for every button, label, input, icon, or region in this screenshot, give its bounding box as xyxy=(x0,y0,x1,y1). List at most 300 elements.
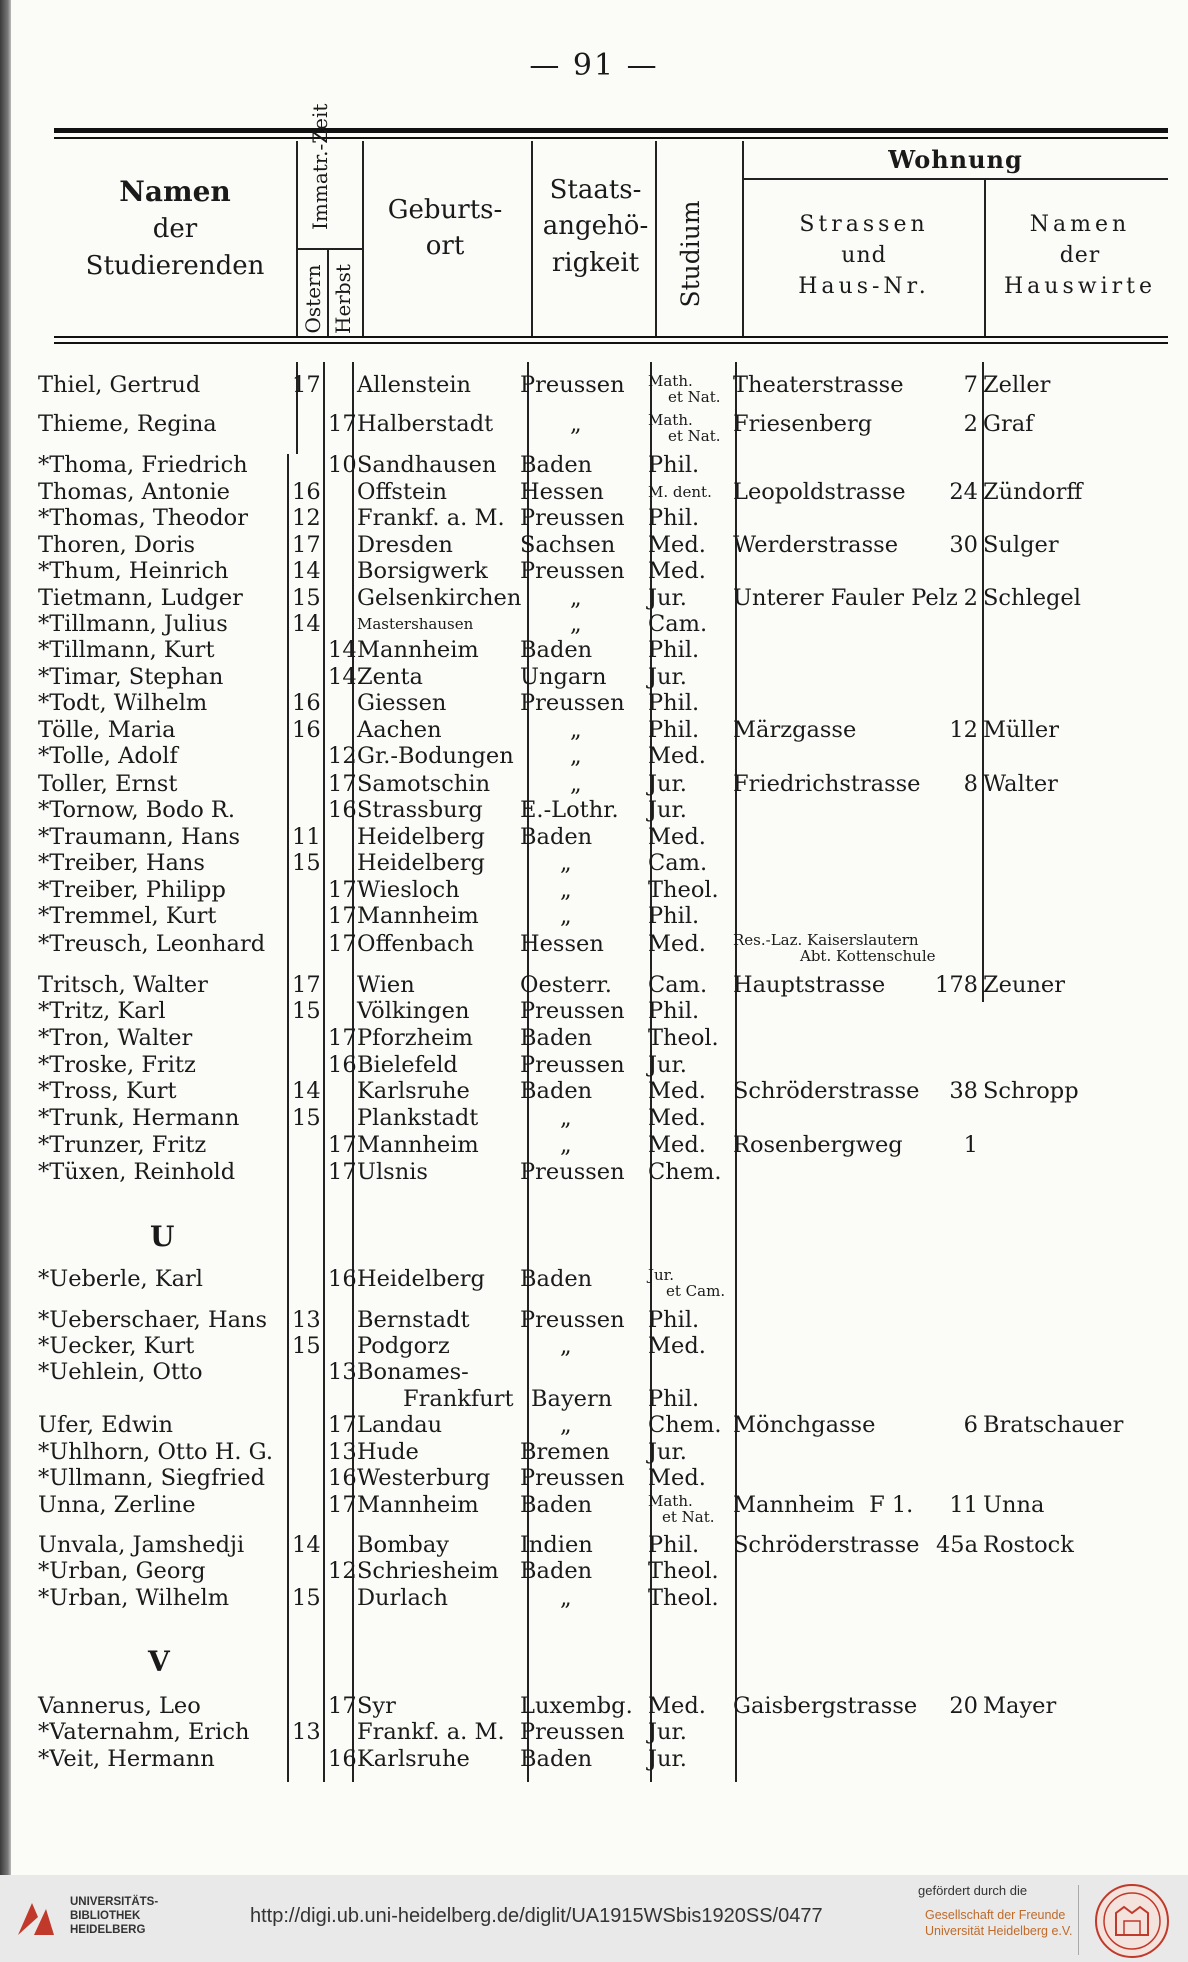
study-field: Jur. xyxy=(648,585,687,611)
herbst-value: 17 xyxy=(328,1412,357,1438)
student-name: *Tross, Kurt xyxy=(38,1078,177,1104)
birthplace: Bernstadt xyxy=(357,1307,470,1333)
student-name: Thomas, Antonie xyxy=(38,479,230,505)
birthplace: Frankf. a. M. xyxy=(357,505,505,531)
student-name: *Uhlhorn, Otto H. G. xyxy=(38,1439,273,1465)
birthplace: Samotschin xyxy=(357,771,491,797)
birthplace: Hude xyxy=(357,1439,419,1465)
student-name: Tritsch, Walter xyxy=(38,972,208,998)
student-name: *Vaternahm, Erich xyxy=(38,1719,250,1745)
table-row xyxy=(0,611,1188,637)
table-row xyxy=(0,972,1188,998)
study-field: Phil. xyxy=(648,717,700,743)
nationality: Baden xyxy=(520,1746,593,1772)
top-rule-thin xyxy=(54,137,1168,139)
header-wirte-line1: Namen xyxy=(1029,212,1131,237)
nationality: Baden xyxy=(520,1078,593,1104)
herbst-value: 17 xyxy=(328,411,357,437)
nationality: Preussen xyxy=(520,1307,625,1333)
street: Unterer Fauler Pelz xyxy=(733,585,958,611)
street: Schröderstrasse xyxy=(733,1532,920,1558)
landlord: Zündorff xyxy=(983,479,1083,505)
ostern-value: 14 xyxy=(292,611,321,637)
library-name xyxy=(70,1895,158,1937)
landlord: Schropp xyxy=(983,1078,1079,1104)
herbst-value: 17 xyxy=(328,1492,357,1518)
header-strassen xyxy=(744,210,984,302)
header-rule xyxy=(54,336,1168,338)
house-number: 30 xyxy=(949,532,978,558)
nationality: Preussen xyxy=(520,1465,625,1491)
ostern-value: 14 xyxy=(292,1532,321,1558)
nationality: „ xyxy=(560,1585,572,1611)
student-name: *Tüxen, Reinhold xyxy=(38,1159,236,1185)
birthplace: Dresden xyxy=(357,532,453,558)
table-row xyxy=(0,1465,1188,1491)
table-row xyxy=(0,1412,1188,1438)
ostern-value: 16 xyxy=(292,479,321,505)
birthplace: Offenbach xyxy=(357,931,475,957)
nationality: Baden xyxy=(520,1558,593,1584)
header-herbst: Herbst xyxy=(331,264,355,334)
herbst-value: 16 xyxy=(328,1266,357,1292)
birthplace: Gelsenkirchen xyxy=(357,585,522,611)
ostern-value: 12 xyxy=(292,505,321,531)
library-name-line3: HEIDELBERG xyxy=(70,1924,146,1936)
landlord: Mayer xyxy=(983,1693,1057,1719)
nationality: Preussen xyxy=(520,558,625,584)
house-number: 38 xyxy=(949,1078,978,1104)
nationality: Preussen xyxy=(520,1159,625,1185)
table-row xyxy=(0,717,1188,743)
ostern-value: 15 xyxy=(292,585,321,611)
table-row xyxy=(0,1052,1188,1078)
birthplace: Landau xyxy=(357,1412,443,1438)
ostern-value: 15 xyxy=(292,1333,321,1359)
ostern-value: 13 xyxy=(292,1307,321,1333)
birthplace: Giessen xyxy=(357,690,447,716)
section-letter-v: V xyxy=(148,1645,170,1678)
student-name: *Tremmel, Kurt xyxy=(38,903,217,929)
student-name: Thieme, Regina xyxy=(38,411,217,437)
header-staat xyxy=(533,172,658,281)
nationality: Preussen xyxy=(520,505,625,531)
birthplace: Offstein xyxy=(357,479,448,505)
herbst-value: 17 xyxy=(328,771,357,797)
street: Res.-Laz. Kaiserslautern xyxy=(733,931,919,949)
student-name: *Trunk, Hermann xyxy=(38,1105,240,1131)
header-namen-line3: Studierenden xyxy=(85,250,265,281)
study-field: Med. xyxy=(648,743,706,769)
birthplace: Ulsnis xyxy=(357,1159,428,1185)
student-name: Ufer, Edwin xyxy=(38,1412,173,1438)
study-field: Theol. xyxy=(648,1558,719,1584)
ostern-value: 15 xyxy=(292,850,321,876)
ostern-value: 15 xyxy=(292,1105,321,1131)
landlord: Müller xyxy=(983,717,1059,743)
top-rule-thick xyxy=(54,128,1168,133)
birthplace: Frankf. a. M. xyxy=(357,1719,505,1745)
student-name: Vannerus, Leo xyxy=(38,1693,201,1719)
student-name: *Thum, Heinrich xyxy=(38,558,229,584)
study-field: Med. xyxy=(648,1465,706,1491)
nationality: Baden xyxy=(520,637,593,663)
society-name-line1: Gesellschaft der Freunde xyxy=(925,1908,1066,1922)
birthplace: Strassburg xyxy=(357,797,483,823)
student-name: *Traumann, Hans xyxy=(38,824,241,850)
birthplace: Frankfurt xyxy=(403,1386,514,1412)
nationality: Baden xyxy=(520,1266,593,1292)
birthplace: Plankstadt xyxy=(357,1105,479,1131)
nationality: „ xyxy=(570,411,582,437)
nationality: „ xyxy=(560,877,572,903)
herbst-value: 16 xyxy=(328,1465,357,1491)
table-row xyxy=(0,479,1188,505)
landlord: Unna xyxy=(983,1492,1045,1518)
house-number: 11 xyxy=(949,1492,978,1518)
birthplace: Heidelberg xyxy=(357,850,485,876)
study-field: Phil. xyxy=(648,1386,700,1412)
table-row xyxy=(0,1439,1188,1465)
birthplace: Bielefeld xyxy=(357,1052,458,1078)
table-row xyxy=(0,743,1188,769)
herbst-value: 16 xyxy=(328,797,357,823)
birthplace: Wiesloch xyxy=(357,877,460,903)
student-name: *Timar, Stephan xyxy=(38,664,224,690)
nationality: Preussen xyxy=(520,372,625,398)
birthplace: Aachen xyxy=(357,717,442,743)
nationality: Bayern xyxy=(531,1386,613,1412)
nationality: „ xyxy=(560,1132,572,1158)
table-row xyxy=(0,637,1188,663)
student-name: *Treusch, Leonhard xyxy=(38,931,266,957)
student-name: *Treiber, Hans xyxy=(38,850,205,876)
ostern-value: 16 xyxy=(292,690,321,716)
header-studium: Studium xyxy=(676,200,705,308)
herbst-value: 16 xyxy=(328,1746,357,1772)
study-field-2: et Cam. xyxy=(666,1282,726,1300)
study-field: Med. xyxy=(648,824,706,850)
nationality: Sachsen xyxy=(520,532,616,558)
table-row xyxy=(0,1266,1188,1300)
table-row xyxy=(0,1532,1188,1558)
herbst-value: 16 xyxy=(328,1052,357,1078)
street: Märzgasse xyxy=(733,717,857,743)
library-logo-icon xyxy=(12,1895,60,1943)
header-divider xyxy=(296,141,298,336)
ostern-value: 17 xyxy=(292,372,321,398)
study-field: Jur. xyxy=(648,1746,687,1772)
study-field: Theol. xyxy=(648,1025,719,1051)
study-field: Cam. xyxy=(648,611,708,637)
table-row xyxy=(0,1693,1188,1719)
house-number: 6 xyxy=(963,1412,978,1438)
student-name: *Tornow, Bodo R. xyxy=(38,797,236,823)
header-strassen-line1: Strassen xyxy=(799,212,929,237)
library-name-line1: UNIVERSITÄTS- xyxy=(70,1896,159,1908)
student-name: *Trunzer, Fritz xyxy=(38,1132,207,1158)
landlord: Zeuner xyxy=(983,972,1066,998)
student-name: *Ueberle, Karl xyxy=(38,1266,203,1292)
street: Gaisbergstrasse xyxy=(733,1693,918,1719)
study-field: Cam. xyxy=(648,850,708,876)
table-row xyxy=(0,1025,1188,1051)
student-name: *Tolle, Adolf xyxy=(38,743,178,769)
birthplace: Heidelberg xyxy=(357,824,485,850)
study-field: Math. xyxy=(648,372,693,390)
study-field: Phil. xyxy=(648,903,700,929)
study-field: Med. xyxy=(648,931,706,957)
header-wirte-line3: Hauswirte xyxy=(1003,273,1156,299)
nationality: „ xyxy=(570,717,582,743)
street: Friedrichstrasse xyxy=(733,771,921,797)
table-row xyxy=(0,664,1188,690)
student-name: *Tritz, Karl xyxy=(38,998,166,1024)
herbst-value: 17 xyxy=(328,1132,357,1158)
section-letter-u: U xyxy=(150,1220,175,1253)
study-field: Med. xyxy=(648,558,706,584)
table-row xyxy=(0,505,1188,531)
study-field: Jur. xyxy=(648,1719,687,1745)
study-field: Jur. xyxy=(648,1052,687,1078)
herbst-value: 17 xyxy=(328,931,357,957)
ostern-value: 15 xyxy=(292,1585,321,1611)
nationality: Oesterr. xyxy=(520,972,612,998)
header-staat-line1: Staats- xyxy=(549,175,642,205)
student-name: Toller, Ernst xyxy=(38,771,178,797)
header-divider xyxy=(327,248,329,336)
table-row xyxy=(0,1746,1188,1772)
study-field: Jur. xyxy=(648,664,687,690)
nationality: „ xyxy=(560,1333,572,1359)
header-rule xyxy=(54,342,1168,344)
study-field: Jur. xyxy=(648,1266,674,1284)
birthplace: Mannheim xyxy=(357,1492,479,1518)
student-name: Tietmann, Ludger xyxy=(38,585,243,611)
table-row xyxy=(0,1585,1188,1611)
nationality: „ xyxy=(570,743,582,769)
landlord: Sulger xyxy=(983,532,1059,558)
nationality: Preussen xyxy=(520,1719,625,1745)
header-wohnung: Wohnung xyxy=(888,145,1023,174)
study-field-2: et Nat. xyxy=(668,388,721,406)
nationality: Baden xyxy=(520,824,593,850)
study-field: Phil. xyxy=(648,998,700,1024)
header-staat-line2: angehö- xyxy=(542,211,649,242)
street: Hauptstrasse xyxy=(733,972,886,998)
footer-divider xyxy=(1078,1885,1079,1955)
landlord: Graf xyxy=(983,411,1034,437)
table-row xyxy=(0,1132,1188,1158)
table-row xyxy=(0,1492,1188,1526)
header-strassen-line2: und xyxy=(841,242,887,268)
header-strassen-line3: Haus-Nr. xyxy=(798,273,930,299)
table-row xyxy=(0,824,1188,850)
study-field-2: et Nat. xyxy=(668,427,721,445)
table-row xyxy=(0,1386,1188,1412)
birthplace: Borsigwerk xyxy=(357,558,488,584)
student-name: *Thoma, Friedrich xyxy=(38,452,248,478)
herbst-value: 17 xyxy=(328,903,357,929)
nationality: „ xyxy=(570,771,582,797)
nationality: Baden xyxy=(520,1492,593,1518)
header-divider xyxy=(742,178,1168,180)
birthplace: Pforzheim xyxy=(357,1025,473,1051)
study-field: Phil. xyxy=(648,637,700,663)
table-row xyxy=(0,850,1188,876)
house-number: 7 xyxy=(963,372,978,398)
student-name: *Uehlein, Otto xyxy=(38,1359,203,1385)
house-number: 45a xyxy=(935,1532,978,1558)
herbst-value: 17 xyxy=(328,1159,357,1185)
student-name: *Todt, Wilhelm xyxy=(38,690,208,716)
student-name: *Ullmann, Siegfried xyxy=(38,1465,265,1491)
table-row xyxy=(0,532,1188,558)
student-name: Thiel, Gertrud xyxy=(38,372,201,398)
digital-url[interactable]: http://digi.ub.uni-heidelberg.de/diglit/UA1915WSbis1920SS/0477 xyxy=(250,1905,823,1927)
table-row xyxy=(0,1719,1188,1745)
nationality: Baden xyxy=(520,452,593,478)
table-row xyxy=(0,797,1188,823)
nationality: „ xyxy=(560,850,572,876)
landlord: Zeller xyxy=(983,372,1051,398)
study-field: Phil. xyxy=(648,1307,700,1333)
study-field: Med. xyxy=(648,1693,706,1719)
nationality: „ xyxy=(570,585,582,611)
student-name: *Tillmann, Kurt xyxy=(38,637,215,663)
header-divider xyxy=(296,248,362,250)
house-number: 1 xyxy=(963,1132,978,1158)
street: Mönchgasse xyxy=(733,1412,876,1438)
study-field: Math. xyxy=(648,1492,693,1510)
society-name-line2: Universität Heidelberg e.V. xyxy=(925,1924,1073,1938)
ostern-value: 17 xyxy=(292,532,321,558)
herbst-value: 12 xyxy=(328,743,357,769)
street: Theaterstrasse xyxy=(733,372,904,398)
student-name: Unna, Zerline xyxy=(38,1492,196,1518)
nationality: Luxembg. xyxy=(520,1693,633,1719)
birthplace: Podgorz xyxy=(357,1333,450,1359)
header-geburtsort-line1: Geburts- xyxy=(387,195,503,225)
nationality: Preussen xyxy=(520,998,625,1024)
table-row xyxy=(0,903,1188,929)
herbst-value: 12 xyxy=(328,1558,357,1584)
nationality: „ xyxy=(570,611,582,637)
student-name: Tölle, Maria xyxy=(38,717,176,743)
house-number: 2 xyxy=(963,585,978,611)
birthplace: Mannheim xyxy=(357,637,479,663)
header-ostern: Ostern xyxy=(301,264,325,334)
student-name: *Ueberschaer, Hans xyxy=(38,1307,268,1333)
birthplace: Karlsruhe xyxy=(357,1078,470,1104)
header-divider xyxy=(742,141,744,336)
student-name: Thoren, Doris xyxy=(38,532,195,558)
nationality: E.-Lothr. xyxy=(520,797,619,823)
nationality: „ xyxy=(560,1105,572,1131)
street: Werderstrasse xyxy=(733,532,899,558)
herbst-value: 14 xyxy=(328,664,357,690)
landlord: Walter xyxy=(983,771,1058,797)
birthplace: Bombay xyxy=(357,1532,449,1558)
study-field: Phil. xyxy=(648,505,700,531)
table-row xyxy=(0,452,1188,478)
library-name-line2: BIBLIOTHEK xyxy=(70,1910,141,1922)
study-field: Med. xyxy=(648,1078,706,1104)
nationality: Hessen xyxy=(520,931,604,957)
student-name: *Troske, Fritz xyxy=(38,1052,196,1078)
birthplace: Karlsruhe xyxy=(357,1746,470,1772)
nationality: Ungarn xyxy=(520,664,607,690)
study-field: M. dent. xyxy=(648,483,712,501)
house-number: 20 xyxy=(949,1693,978,1719)
study-field: Chem. xyxy=(648,1412,722,1438)
birthplace: Wien xyxy=(357,972,415,998)
ostern-value: 13 xyxy=(292,1719,321,1745)
birthplace: Allenstein xyxy=(357,372,472,398)
nationality: „ xyxy=(560,1412,572,1438)
header-wirte-line2: der xyxy=(1059,242,1101,268)
header-geburtsort-line2: ort xyxy=(425,231,465,262)
birthplace: Bonames- xyxy=(357,1359,469,1385)
nationality: Hessen xyxy=(520,479,604,505)
study-field: Med. xyxy=(648,1333,706,1359)
birthplace: Mannheim xyxy=(357,1132,479,1158)
street: Schröderstrasse xyxy=(733,1078,920,1104)
birthplace: Mastershausen xyxy=(357,615,474,633)
student-name: *Uecker, Kurt xyxy=(38,1333,195,1359)
table-row xyxy=(0,558,1188,584)
landlord: Rostock xyxy=(983,1532,1074,1558)
nationality: „ xyxy=(560,903,572,929)
header-divider xyxy=(531,141,533,336)
table-row xyxy=(0,1558,1188,1584)
page-number: — 91 — xyxy=(529,48,659,83)
birthplace: Durlach xyxy=(357,1585,448,1611)
table-row xyxy=(0,877,1188,903)
herbst-value: 10 xyxy=(328,452,357,478)
study-field: Jur. xyxy=(648,797,687,823)
landlord: Bratschauer xyxy=(983,1412,1124,1438)
birthplace: Westerburg xyxy=(357,1465,491,1491)
student-name: Unvala, Jamshedji xyxy=(38,1532,245,1558)
ostern-value: 15 xyxy=(292,998,321,1024)
street-line-2: Abt. Kottenschule xyxy=(800,947,936,965)
header-namen-line1: Namen xyxy=(119,175,231,208)
house-number: 2 xyxy=(963,411,978,437)
birthplace: Völkingen xyxy=(357,998,470,1024)
table-row xyxy=(0,1105,1188,1131)
header-namen-line2: der xyxy=(152,214,198,245)
nationality: Indien xyxy=(520,1532,593,1558)
herbst-value: 17 xyxy=(328,877,357,903)
birthplace: Heidelberg xyxy=(357,1266,485,1292)
study-field: Jur. xyxy=(648,1439,687,1465)
student-name: *Urban, Georg xyxy=(38,1558,206,1584)
table-row xyxy=(0,931,1188,965)
birthplace: Schriesheim xyxy=(357,1558,499,1584)
student-name: *Veit, Hermann xyxy=(38,1746,215,1772)
study-field: Jur. xyxy=(648,771,687,797)
nationality: Baden xyxy=(520,1025,593,1051)
table-row xyxy=(0,1333,1188,1359)
student-name: *Thomas, Theodor xyxy=(38,505,248,531)
birthplace: Gr.-Bodungen xyxy=(357,743,514,769)
header-divider xyxy=(984,178,986,336)
header-staat-line3: rigkeit xyxy=(551,247,640,278)
header-geburtsort xyxy=(365,192,525,265)
header-divider xyxy=(655,141,657,336)
study-field: Med. xyxy=(648,1105,706,1131)
